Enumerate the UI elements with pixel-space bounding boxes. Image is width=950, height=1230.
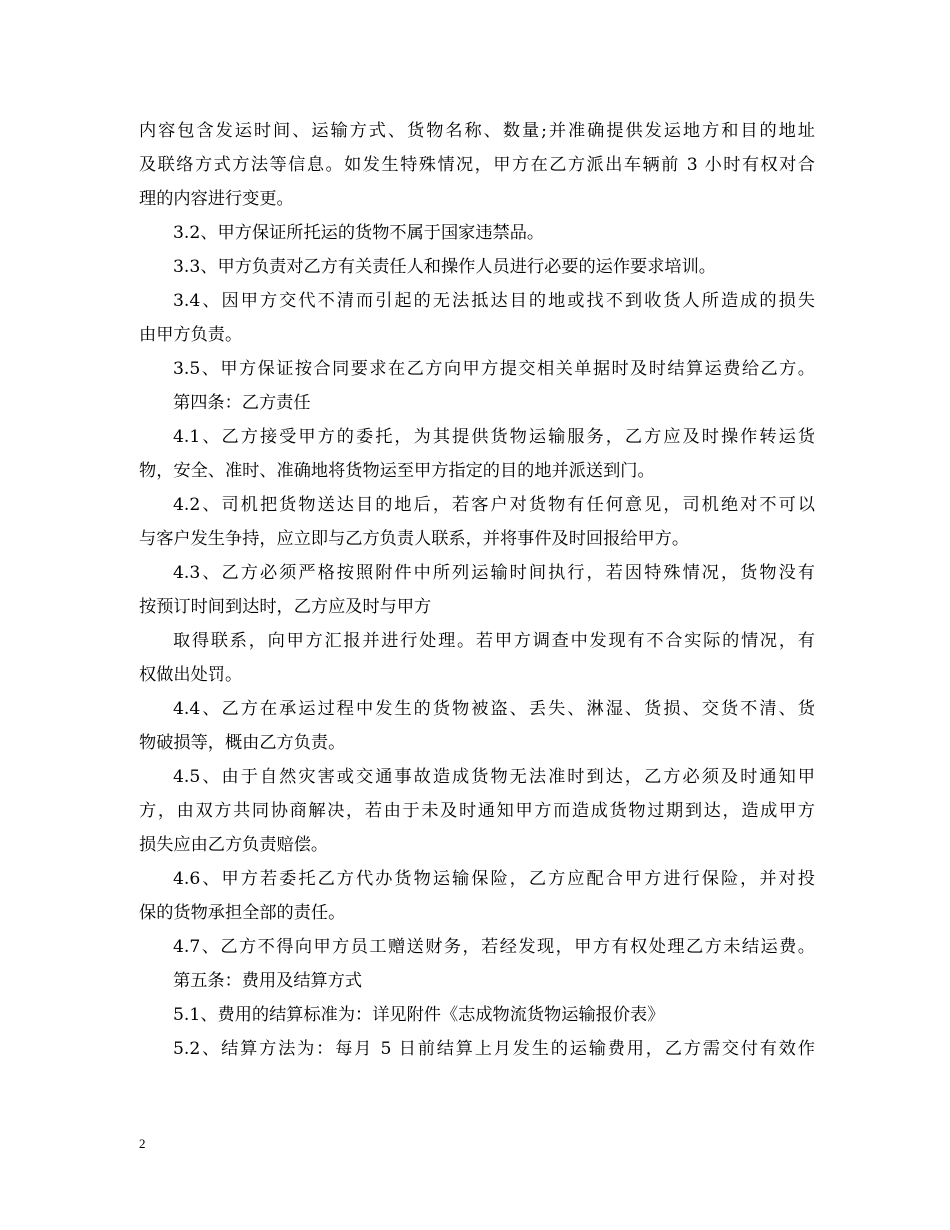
text-line: 内容包含发运时间、运输方式、货物名称、数量;并准确提供发运地方和目的地址 — [139, 121, 815, 141]
article-5-heading: 第五条：费用及结算方式 — [173, 971, 363, 991]
clause-5-2: 5.2、结算方法为：每月 5 日前结算上月发生的运输费用，乙方需交付有效作 — [173, 1039, 815, 1059]
text-line: 取得联系，向甲方汇报并进行处理。若甲方调查中发现有不合实际的情况，有 — [173, 631, 815, 651]
clause-4-1: 4.1、乙方接受甲方的委托，为其提供货物运输服务，乙方应及时操作转运货 — [173, 427, 815, 447]
text-line: 物，安全、准时、准确地将货物运至甲方指定的目的地并派送到门。 — [139, 461, 655, 481]
document-body — [139, 114, 815, 1066]
clause-4-6: 4.6、甲方若委托乙方代办货物运输保险，乙方应配合甲方进行保险，并对投 — [173, 869, 815, 889]
text-line: 方，由双方共同协商解决，若由于未及时通知甲方而造成货物过期到达，造成甲方 — [139, 801, 815, 821]
text-line: 由甲方负责。 — [139, 325, 243, 345]
clause-4-2: 4.2、司机把货物送达目的地后，若客户对货物有任何意见，司机绝对不可以 — [173, 495, 815, 515]
clause-4-4: 4.4、乙方在承运过程中发生的货物被盗、丢失、淋湿、货损、交货不清、货 — [173, 699, 815, 719]
text-line: 按预订时间到达时，乙方应及时与甲方 — [139, 597, 432, 617]
text-line: 物破损等，概由乙方负责。 — [139, 733, 346, 753]
text-line: 及联络方式方法等信息。如发生特殊情况，甲方在乙方派出车辆前 3 小时有权对合 — [139, 155, 815, 175]
clause-4-7: 4.7、乙方不得向甲方员工赠送财务，若经发现，甲方有权处理乙方未结运费。 — [173, 937, 815, 957]
text-line: 损失应由乙方负责赔偿。 — [139, 835, 329, 855]
text-line: 保的货物承担全部的责任。 — [139, 903, 346, 923]
clause-4-5: 4.5、由于自然灾害或交通事故造成货物无法准时到达，乙方必须及时通知甲 — [173, 767, 815, 787]
text-line: 理的内容进行变更。 — [139, 189, 294, 209]
text-line: 与客户发生争持，应立即与乙方负责人联系，并将事件及时回报给甲方。 — [139, 529, 690, 549]
clause-3-4: 3.4、因甲方交代不清而引起的无法抵达目的地或找不到收货人所造成的损失 — [173, 291, 815, 311]
clause-4-3: 4.3、乙方必须严格按照附件中所列运输时间执行，若因特殊情况，货物没有 — [173, 563, 815, 583]
text-line: 权做出处罚。 — [139, 665, 243, 685]
page-number: 2 — [139, 1136, 146, 1151]
clause-3-3: 3.3、甲方负责对乙方有关责任人和操作人员进行必要的运作要求培训。 — [173, 257, 716, 277]
clause-5-1: 5.1、费用的结算标准为：详见附件《志成物流货物运输报价表》 — [173, 1005, 665, 1025]
article-4-heading: 第四条：乙方责任 — [173, 393, 311, 413]
clause-3-2: 3.2、甲方保证所托运的货物不属于国家违禁品。 — [173, 223, 545, 243]
clause-3-5: 3.5、甲方保证按合同要求在乙方向甲方提交相关单据时及时结算运费给乙方。 — [173, 359, 815, 379]
